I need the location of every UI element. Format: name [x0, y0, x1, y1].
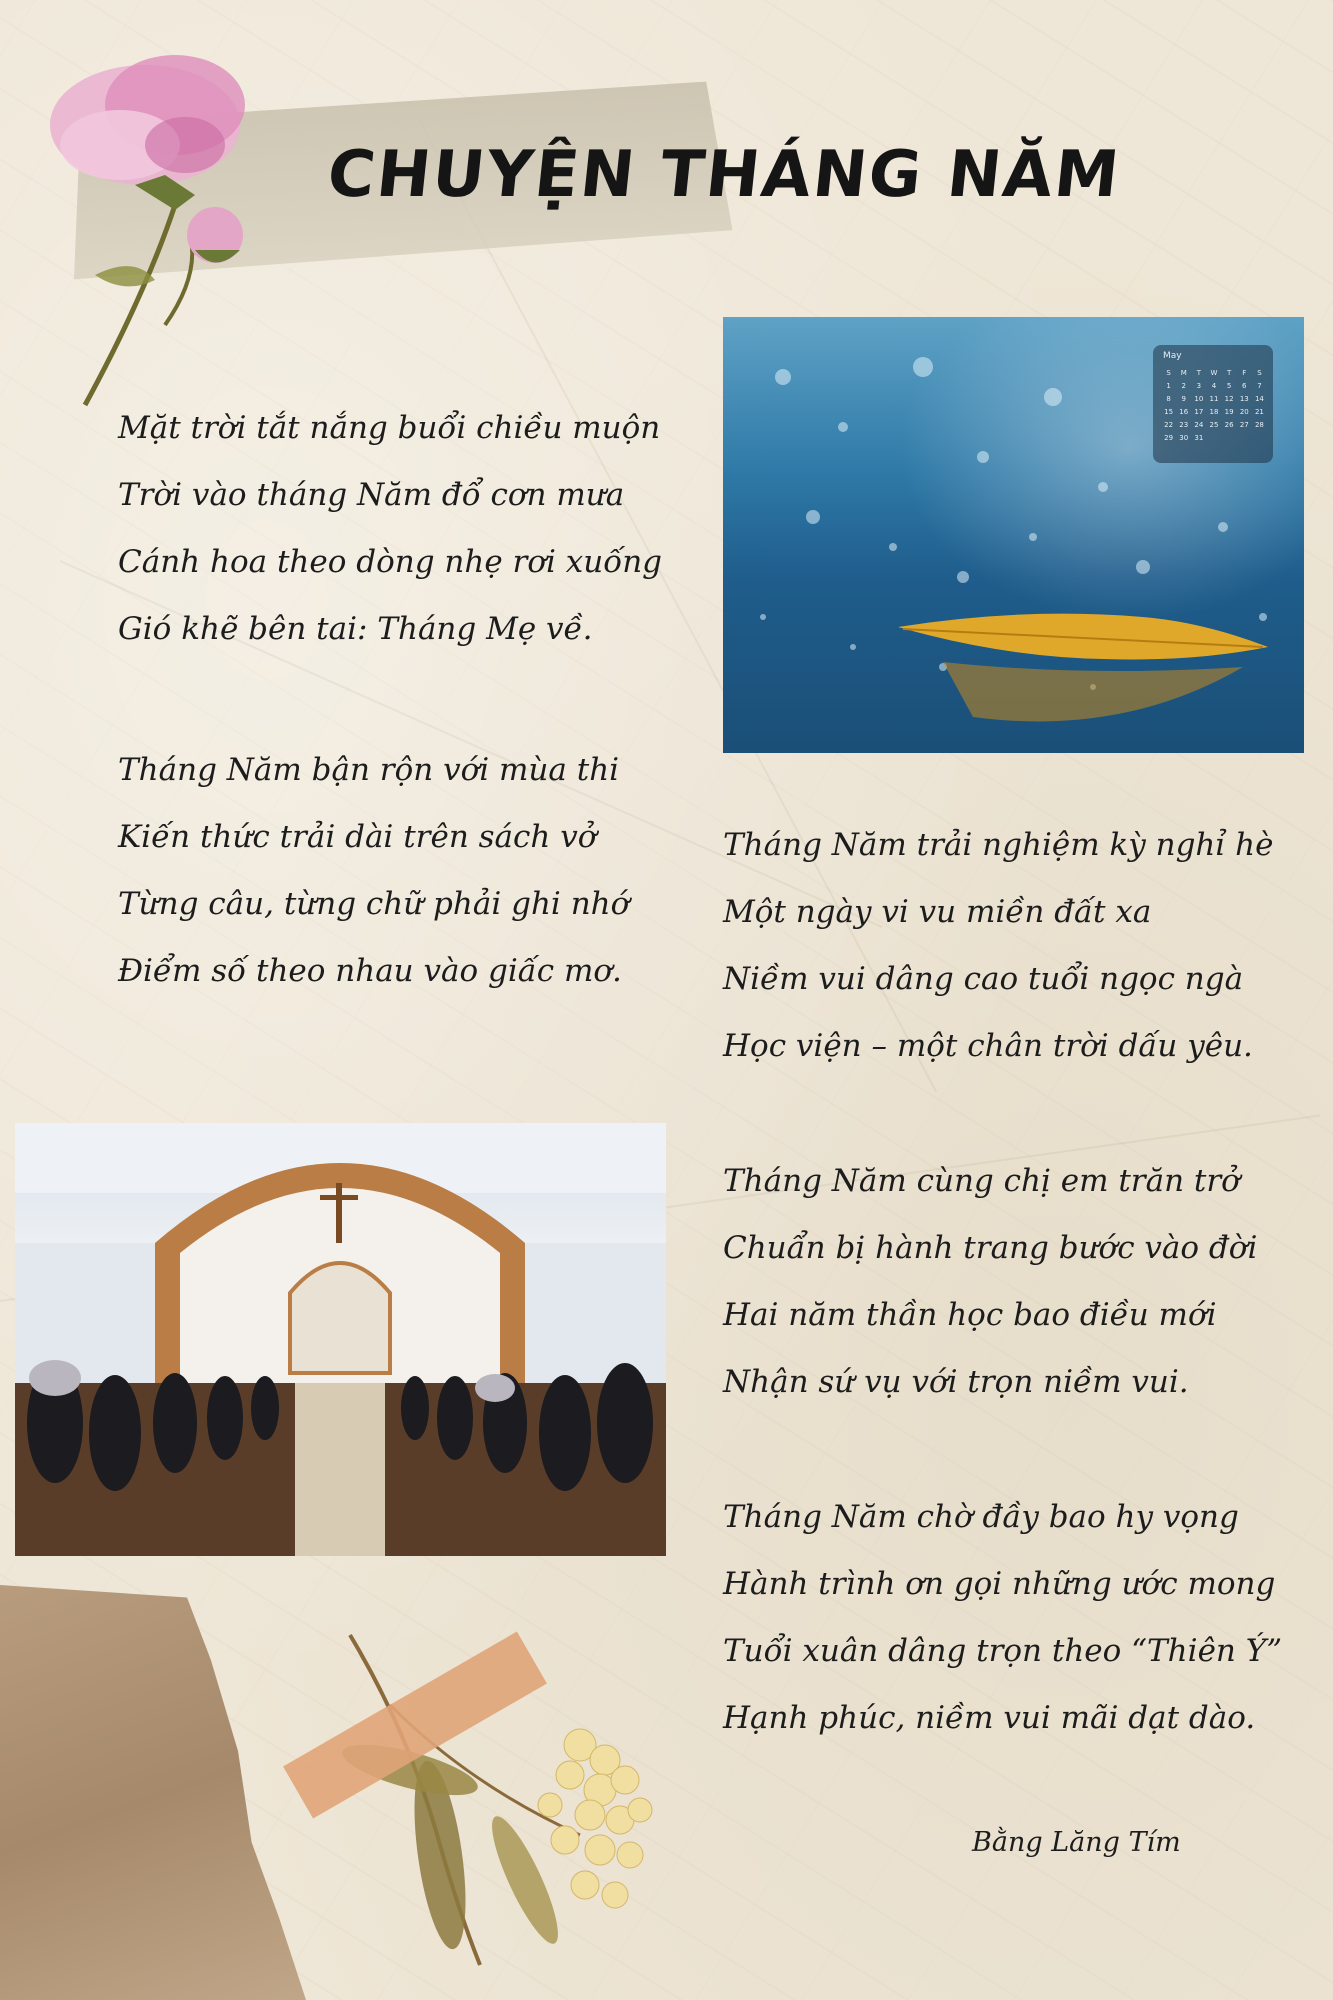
rain-leaf-photo — [723, 317, 1304, 753]
calendar-day: 8 — [1166, 395, 1171, 403]
calendar-day: 24 — [1194, 421, 1204, 429]
calendar-weekday: T — [1226, 369, 1232, 377]
poem-line: Hạnh phúc, niềm vui mãi dạt dào. — [723, 1700, 1256, 1736]
church-interior-photo — [15, 1123, 666, 1556]
poem-line: Điểm số theo nhau vào giấc mơ. — [118, 953, 622, 989]
calendar-day: 25 — [1209, 421, 1219, 429]
calendar-day: 26 — [1224, 421, 1234, 429]
calendar-widget — [1153, 345, 1273, 463]
poem-line: Trời vào tháng Năm đổ cơn mưa — [118, 477, 625, 513]
calendar-weekday: T — [1196, 369, 1201, 377]
calendar-day: 6 — [1242, 382, 1247, 390]
calendar-day: 31 — [1194, 434, 1204, 442]
poem-line: Một ngày vi vu miền đất xa — [723, 894, 1152, 930]
poem-stanza-5 — [723, 1484, 1282, 1752]
calendar-day: 14 — [1254, 395, 1264, 403]
poem-line: Từng câu, từng chữ phải ghi nhớ — [118, 886, 630, 922]
calendar-day: 13 — [1239, 395, 1249, 403]
calendar-weekday: M — [1180, 369, 1187, 377]
calendar-day: 17 — [1194, 408, 1204, 416]
calendar-day: 16 — [1179, 408, 1189, 416]
poem-line: Học viện – một chân trời dấu yêu. — [723, 1028, 1253, 1064]
poem-stanza-3 — [723, 812, 1273, 1080]
calendar-weekday: S — [1257, 369, 1262, 377]
calendar-month: May — [1163, 351, 1182, 361]
calendar-grid — [1161, 369, 1267, 442]
calendar-day: 21 — [1254, 408, 1264, 416]
poem-stanza-2 — [118, 737, 629, 1005]
poem-line: Nhận sứ vụ với trọn niềm vui. — [723, 1364, 1189, 1400]
calendar-day: 12 — [1224, 395, 1234, 403]
calendar-day: 30 — [1179, 434, 1189, 442]
calendar-day: 27 — [1239, 421, 1249, 429]
poem-line: Hai năm thần học bao điều mới — [723, 1297, 1217, 1333]
calendar-weekday: S — [1166, 369, 1171, 377]
calendar-day: 1 — [1166, 382, 1171, 390]
calendar-day: 4 — [1211, 382, 1217, 390]
calendar-day: 3 — [1196, 382, 1202, 390]
poem-author: Bằng Lăng Tím — [972, 1827, 1181, 1858]
poem-line: Tháng Năm bận rộn với mùa thi — [118, 752, 620, 788]
poem-line: Tuổi xuân dâng trọn theo “Thiên Ý” — [723, 1633, 1283, 1669]
calendar-day: 5 — [1226, 382, 1232, 390]
poem-line: Mặt trời tắt nắng buổi chiều muộn — [118, 410, 661, 446]
pressed-flowers-illustration — [270, 1595, 740, 1975]
poem-line: Tháng Năm trải nghiệm kỳ nghỉ hè — [723, 827, 1274, 863]
calendar-day: 19 — [1224, 408, 1234, 416]
poem-line: Cánh hoa theo dòng nhẹ rơi xuống — [118, 544, 663, 580]
calendar-day: 18 — [1209, 408, 1219, 416]
calendar-day: 23 — [1179, 421, 1189, 429]
poem-line: Gió khẽ bên tai: Tháng Mẹ về. — [118, 611, 593, 647]
poem-stanza-4 — [723, 1148, 1257, 1416]
calendar-weekday: W — [1210, 369, 1218, 377]
poem-line: Niềm vui dâng cao tuổi ngọc ngà — [723, 961, 1244, 997]
calendar-day: 29 — [1164, 434, 1174, 442]
poem-stanza-1 — [118, 395, 662, 663]
calendar-day: 11 — [1209, 395, 1219, 403]
calendar-day: 15 — [1164, 408, 1174, 416]
calendar-day: 28 — [1254, 421, 1264, 429]
calendar-day: 10 — [1194, 395, 1204, 403]
poem-line: Hành trình ơn gọi những ước mong — [723, 1566, 1276, 1602]
calendar-day: 7 — [1257, 382, 1262, 390]
calendar-day: 9 — [1181, 395, 1186, 403]
calendar-day: 2 — [1181, 382, 1186, 390]
poem-line: Tháng Năm cùng chị em trăn trở — [723, 1163, 1240, 1199]
poem-line: Chuẩn bị hành trang bước vào đời — [723, 1230, 1258, 1266]
calendar-weekday: F — [1242, 369, 1247, 377]
poem-line: Tháng Năm chờ đầy bao hy vọng — [723, 1499, 1239, 1535]
pressed-rose-illustration — [25, 35, 325, 415]
poem-line: Kiến thức trải dài trên sách vở — [118, 819, 597, 855]
poem-title: CHUYỆN THÁNG NĂM — [324, 138, 1125, 212]
calendar-day: 20 — [1239, 408, 1249, 416]
calendar-day: 22 — [1164, 421, 1174, 429]
